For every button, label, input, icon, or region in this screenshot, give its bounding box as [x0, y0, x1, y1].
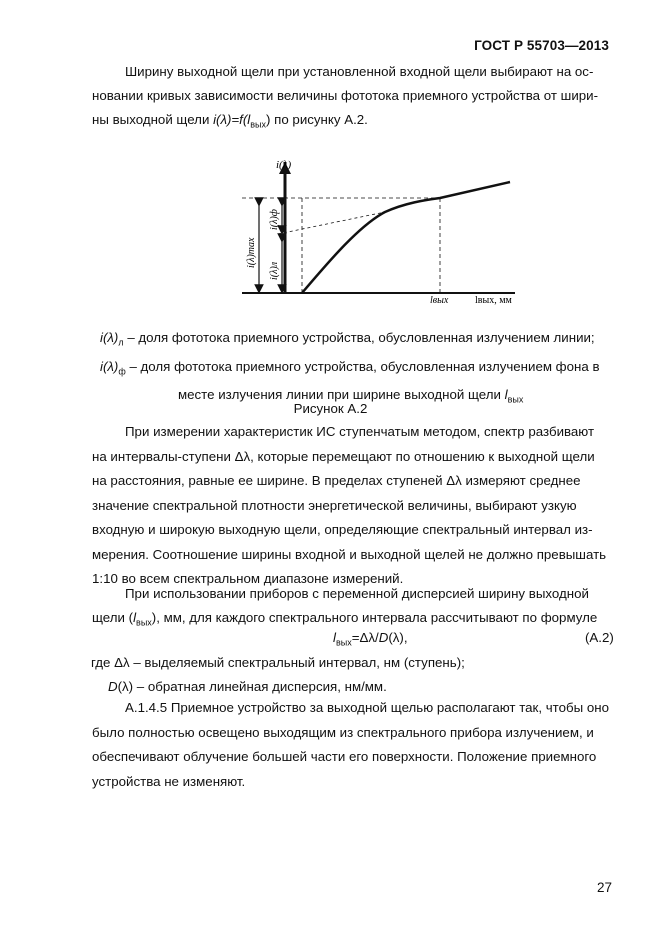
y-axis-label: i(λ): [276, 159, 292, 171]
formula-explanation: [92, 651, 616, 699]
formula-number: (А.2): [585, 630, 614, 645]
p2-line-1: При использовании приборов с переменной дисперсией ширину выходной: [125, 586, 589, 601]
legend-line-2: $i(\lambda)_ф$ – доля фототока приемного устройства, обусловленная излучением фона в: [100, 358, 600, 377]
body-paragraph-2: [92, 582, 616, 635]
p3-line-4: устройства не изменяют.: [92, 773, 246, 789]
p1-line-4: значение спектральной плотности энергетической величины, выбирают узкую: [92, 497, 577, 513]
intro-line-3: ны выходной щели $i(\lambda)=f(l_{вых})$ по рисунку А.2.: [92, 112, 368, 131]
intro-paragraph: [92, 60, 616, 137]
p1-line-2: на интервалы-ступени Δλ, которые перемещают по отношению к выходной щели: [92, 448, 595, 464]
formula-a2: $l_{вых}=\Delta\lambda/D(\lambda)$,: [333, 630, 408, 648]
p1-line-3: на расстояния, равные ее ширине. В пределах ступеней Δλ измеряют среднее: [92, 473, 581, 488]
legend-line-3: месте излучения линии при ширине выходной щели $l_{вых}$: [178, 387, 524, 405]
p1-line-7: 1:10 во всем спектральном диапазоне измерений.: [92, 571, 404, 586]
photocurrent-curve: [302, 182, 510, 293]
p3-line-3: обеспечивают облучение большей части его поверхности. Положение приемного: [92, 749, 597, 765]
x-axis-label: lвых, мм: [475, 295, 512, 306]
iphi-label: i(λ)ф: [269, 209, 280, 230]
p3-line-1: А.1.4.5 Приемное устройство за выходной щелью располагают так, чтобы оно: [125, 700, 610, 715]
body-paragraph-1: [92, 420, 616, 592]
figure-caption: Рисунок А.2: [293, 401, 368, 416]
lvyh-tick-label: lвых: [430, 295, 449, 306]
p1-line-5: входную и широкую выходную щели, определяющие спектральный интервал из-: [92, 522, 593, 537]
p1-line-6: мерения. Соотношение ширины входной и выходной щелей не должно превышать: [92, 546, 607, 562]
legend-line-1: $i(\lambda)_л$ – доля фототока приемного устройства, обусловленная излучением линии;: [100, 330, 595, 348]
intro-line-1: Ширину выходной щели при установленной входной щели выбирают на ос-: [125, 64, 594, 79]
body-paragraph-3: [92, 696, 616, 794]
iline-label: i(λ)л: [269, 261, 280, 280]
document-code: ГОСТ Р 55703—2013: [474, 38, 609, 53]
figure-a2: [230, 150, 530, 310]
where-line-1: где Δλ – выделяемый спектральный интервал, нм (ступень);: [91, 655, 465, 670]
p1-line-1: При измерении характеристик ИС ступенчатым методом, спектр разбивают: [125, 424, 595, 439]
intro-line-2: новании кривых зависимости величины фототока приемного устройства от шири-: [92, 88, 599, 104]
p2-line-2: щели $(l_{вых})$, мм, для каждого спектрального интервала рассчитывают по формуле: [92, 610, 598, 628]
imax-label: i(λ)max: [246, 237, 257, 268]
where-line-2: D(λ) – обратная линейная дисперсия, нм/мм.: [108, 679, 387, 695]
p3-line-2: было полностью освещено выходящим из спектрального прибора излучением, и: [92, 724, 594, 740]
page-number: 27: [597, 880, 613, 895]
